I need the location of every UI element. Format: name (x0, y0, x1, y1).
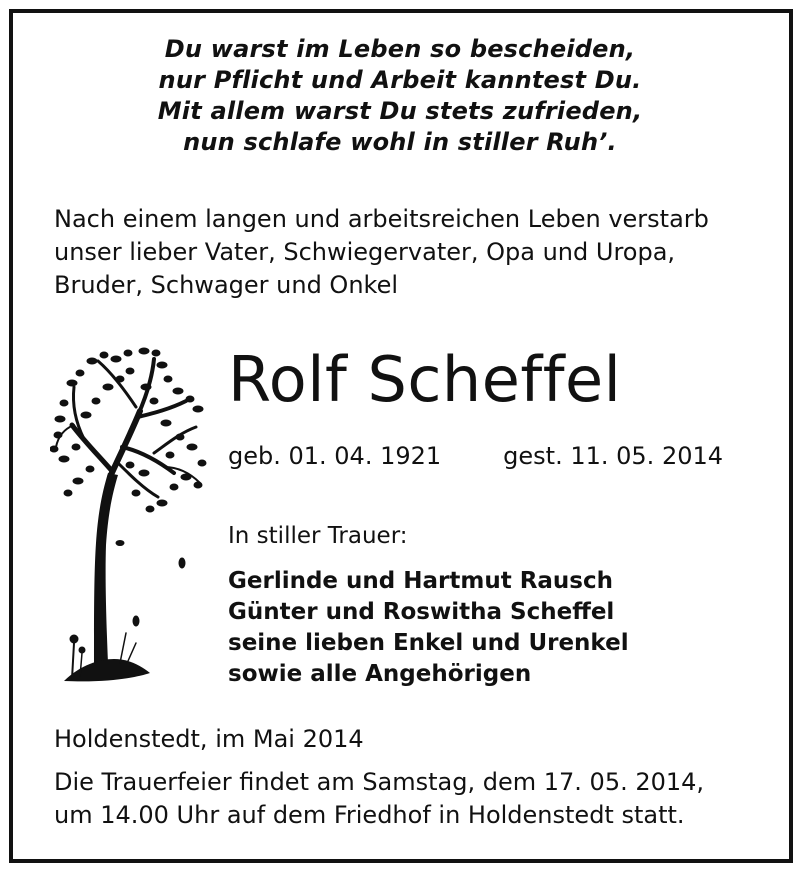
death-announcement (54, 203, 754, 302)
announcement-line: Nach einem langen und arbeitsreichen Leben verstarb (54, 205, 709, 233)
mourner-line: seine lieben Enkel und Urenkel (228, 630, 629, 656)
mourner-line: Gerlinde und Hartmut Rausch (228, 568, 614, 594)
poem-line: nur Pflicht und Arbeit kanntest Du. (158, 66, 642, 94)
mourning-label: In stiller Trauer: (228, 523, 408, 549)
poem-line: Mit allem warst Du stets zufrieden, (157, 97, 643, 125)
birth-date: geb. 01. 04. 1921 (228, 442, 442, 470)
deceased-name: Rolf Scheffel (228, 343, 622, 416)
place-and-date: Holdenstedt, im Mai 2014 (54, 725, 364, 753)
tree-silhouette-icon (50, 343, 210, 693)
poem-line: nun schlafe wohl in stiller Ruh’. (183, 128, 617, 156)
mourner-line: Günter und Roswitha Scheffel (228, 599, 615, 625)
poem-line: Du warst im Leben so bescheiden, (164, 35, 636, 63)
death-date: gest. 11. 05. 2014 (503, 442, 724, 470)
life-dates (228, 440, 723, 472)
funeral-line: Die Trauerfeier findet am Samstag, dem 17. 05. 2014, (54, 768, 705, 796)
memorial-poem (0, 34, 800, 158)
announcement-line: unser lieber Vater, Schwiegervater, Opa und Uropa, (54, 238, 676, 266)
funeral-notice (54, 766, 704, 832)
mourner-line: sowie alle Angehörigen (228, 661, 532, 687)
mourners-list (228, 566, 629, 690)
funeral-line: um 14.00 Uhr auf dem Friedhof in Holdenstedt statt. (54, 801, 685, 829)
announcement-line: Bruder, Schwager und Onkel (54, 271, 399, 299)
